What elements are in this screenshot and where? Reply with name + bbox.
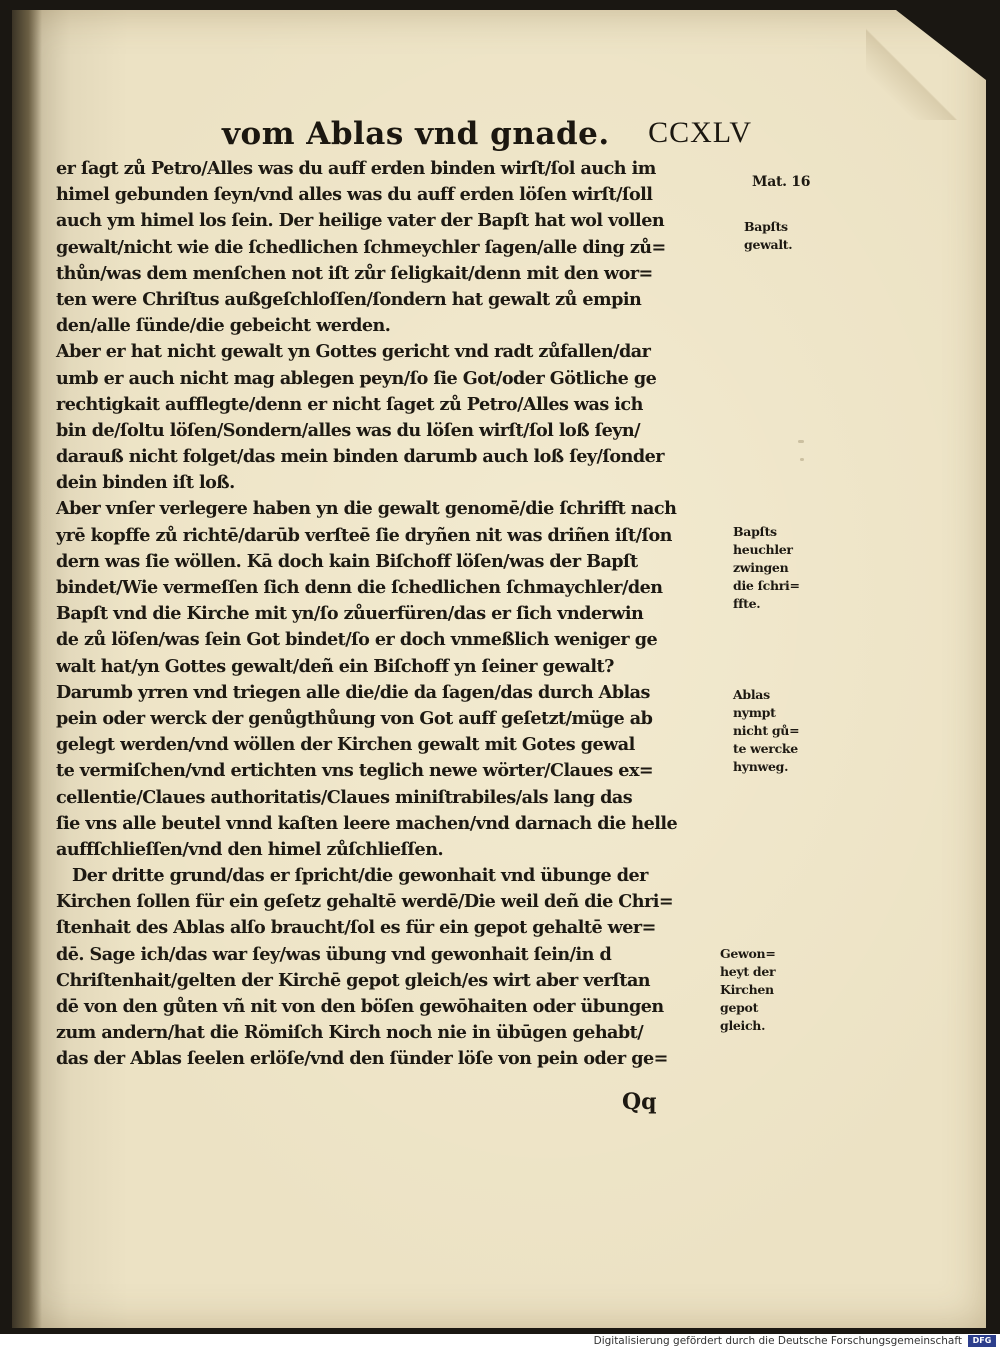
text-line: ten were Chriſtus außgeſchloſſen/ſondern hat gewalt zů empin: [56, 288, 642, 310]
marginal-line: hynweg.: [733, 759, 789, 774]
text-line: zum andern/hat die Römiſch Kirch noch nie in übūgen gehabt/: [56, 1022, 644, 1044]
marginal-note-bapsts-heuchler: [733, 523, 800, 613]
dfg-logo: DFG: [968, 1335, 996, 1347]
marginal-note-ablas-nympt: [733, 686, 799, 776]
text-line: umb er auch nicht mag ablegen peyn/ſo ſie Got/oder Götliche ge: [56, 367, 657, 389]
text-line: auffſchlieſſen/vnd den himel zůſchlieſſen.: [56, 838, 444, 860]
text-line: er ſagt zů Petro/Alles was du auff erden binden wirſt/ſol auch im: [56, 158, 656, 179]
folio-number: CCXLV: [648, 116, 752, 149]
text-line: Der dritte grund/das er ſpricht/die gewonhait vnd übunge der: [72, 865, 648, 887]
body-text: [56, 156, 736, 1073]
text-line: das der Ablas ſeelen erlöſe/vnd den ſünder löſe von pein oder ge=: [56, 1048, 668, 1070]
text-line: Aber vnſer verlegere haben yn die gewalt genomē/die ſchrifft nach: [56, 498, 677, 520]
text-line: dē. Sage ich/das war ſey/was übung vnd gewonhait ſein/in d: [56, 943, 612, 965]
text-line: te vermiſchen/vnd ertichten vns teglich newe wörter/Claues ex=: [56, 760, 654, 782]
marginal-line: Gewon=: [720, 946, 776, 961]
marginal-note-gewonheyt: [720, 945, 776, 1035]
text-line: auch ym himel los ſein. Der heilige vater der Bapſt hat wol vollen: [56, 210, 665, 232]
marginal-line: ffte.: [733, 596, 761, 611]
marginal-line: Ablas: [733, 687, 770, 702]
marginal-line: zwingen: [733, 560, 789, 575]
text-line: Bapſt vnd die Kirche mit yn/ſo zůuerfüren/das er ſich vnderwin: [56, 603, 644, 625]
text-line: yrē kopffe zů richtē/darūb verſteē ſie dryñen nit was driñen iſt/ſon: [56, 524, 672, 546]
marginal-line: heuchler: [733, 542, 793, 557]
ink-smudge: [798, 440, 804, 443]
text-line: bin de/ſoltu löſen/Sondern/alles was du löſen wirſt/ſol loß ſeyn/: [56, 419, 641, 441]
text-line: de zů löſen/was ſein Got bindet/ſo er doch vnmeßlich weniger ge: [56, 629, 658, 651]
footer-bar: [0, 1334, 1000, 1349]
text-line: darauß nicht folget/das mein binden darumb auch loß ſey/ſonder: [56, 446, 664, 468]
marginal-line: Bapſts: [744, 219, 788, 234]
marginal-line: nicht gů=: [733, 723, 800, 738]
text-line: dern was ſie wöllen. Kā doch kain Biſchoff löſen/was der Bapſt: [56, 550, 638, 572]
marginal-note-mat16: [752, 173, 810, 191]
marginal-note-bapsts-gewalt: [744, 218, 792, 254]
text-line: himel gebunden ſeyn/vnd alles was du auff erden löſen wirſt/ſoll: [56, 184, 653, 206]
text-line: gewalt/nicht wie die ſchedlichen ſchmeychler ſagen/alle ding zů=: [56, 236, 666, 258]
text-line: rechtigkait aufflegte/denn er nicht ſaget zů Petro/Alles was ich: [56, 393, 643, 415]
running-head: [222, 116, 752, 156]
marginal-line: Bapſts: [733, 524, 777, 539]
ink-smudge: [800, 458, 804, 461]
marginal-line: gleich.: [720, 1018, 766, 1033]
text-line: den/alle ſünde/die gebeicht werden.: [56, 315, 391, 337]
text-line: Aber er hat nicht gewalt yn Gottes gericht vnd radt zůfallen/dar: [56, 341, 651, 363]
text-line: dein binden iſt loß.: [56, 472, 235, 494]
text-line: dē von den gůten vñ nit von den böſen gewōhaiten oder übungen: [56, 996, 664, 1017]
text-line: ſie vns alle beutel vnnd kaſten leere machen/vnd darnach die helle: [56, 812, 678, 834]
marginal-line: Mat. 16: [752, 174, 811, 190]
marginal-line: Kirchen: [720, 982, 774, 997]
signature-mark: Qq: [622, 1089, 657, 1115]
text-line: bindet/Wie vermeſſen ſich denn die ſchedlichen ſchmaychler/den: [56, 577, 663, 598]
text-line: cellentie/Claues authoritatis/Claues miniſtrabiles/als lang das: [56, 786, 633, 808]
text-line: ſtenhait des Ablas alſo braucht/ſol es für ein gepot gehaltē wer=: [56, 917, 656, 939]
marginal-line: gepot: [720, 1000, 759, 1015]
running-head-title: vom Ablas vnd gnade.: [222, 116, 610, 152]
footer-credit: Digitalisierung gefördert durch die Deutsche Forschungsgemeinschaft: [593, 1335, 962, 1347]
text-line: thůn/was dem menſchen not iſt zůr ſeligkait/denn mit den wor=: [56, 262, 653, 284]
marginal-line: te wercke: [733, 741, 798, 756]
marginal-line: nympt: [733, 705, 776, 720]
text-line: gelegt werden/vnd wöllen der Kirchen gewalt mit Gotes gewal: [56, 734, 635, 756]
text-line: Kirchen ſollen für ein geſetz gehaltē werdē/Die weil deñ die Chri=: [56, 891, 674, 913]
marginal-line: heyt der: [720, 964, 776, 979]
folded-corner: [896, 10, 986, 80]
text-line: Darumb yrren vnd triegen alle die/die da ſagen/das durch Ablas: [56, 681, 650, 703]
binding-edge: [12, 10, 42, 1328]
marginal-line: die ſchri=: [733, 578, 800, 593]
text-line: pein oder werck der genůgthůung von Got auff geſetzt/müge ab: [56, 707, 653, 729]
text-line: Chriſtenhait/gelten der Kirchē gepot gleich/es wirt aber verſtan: [56, 969, 651, 991]
text-line: walt hat/yn Gottes gewalt/deñ ein Biſchoff yn ſeiner gewalt?: [56, 655, 614, 677]
marginal-line: gewalt.: [744, 237, 793, 252]
